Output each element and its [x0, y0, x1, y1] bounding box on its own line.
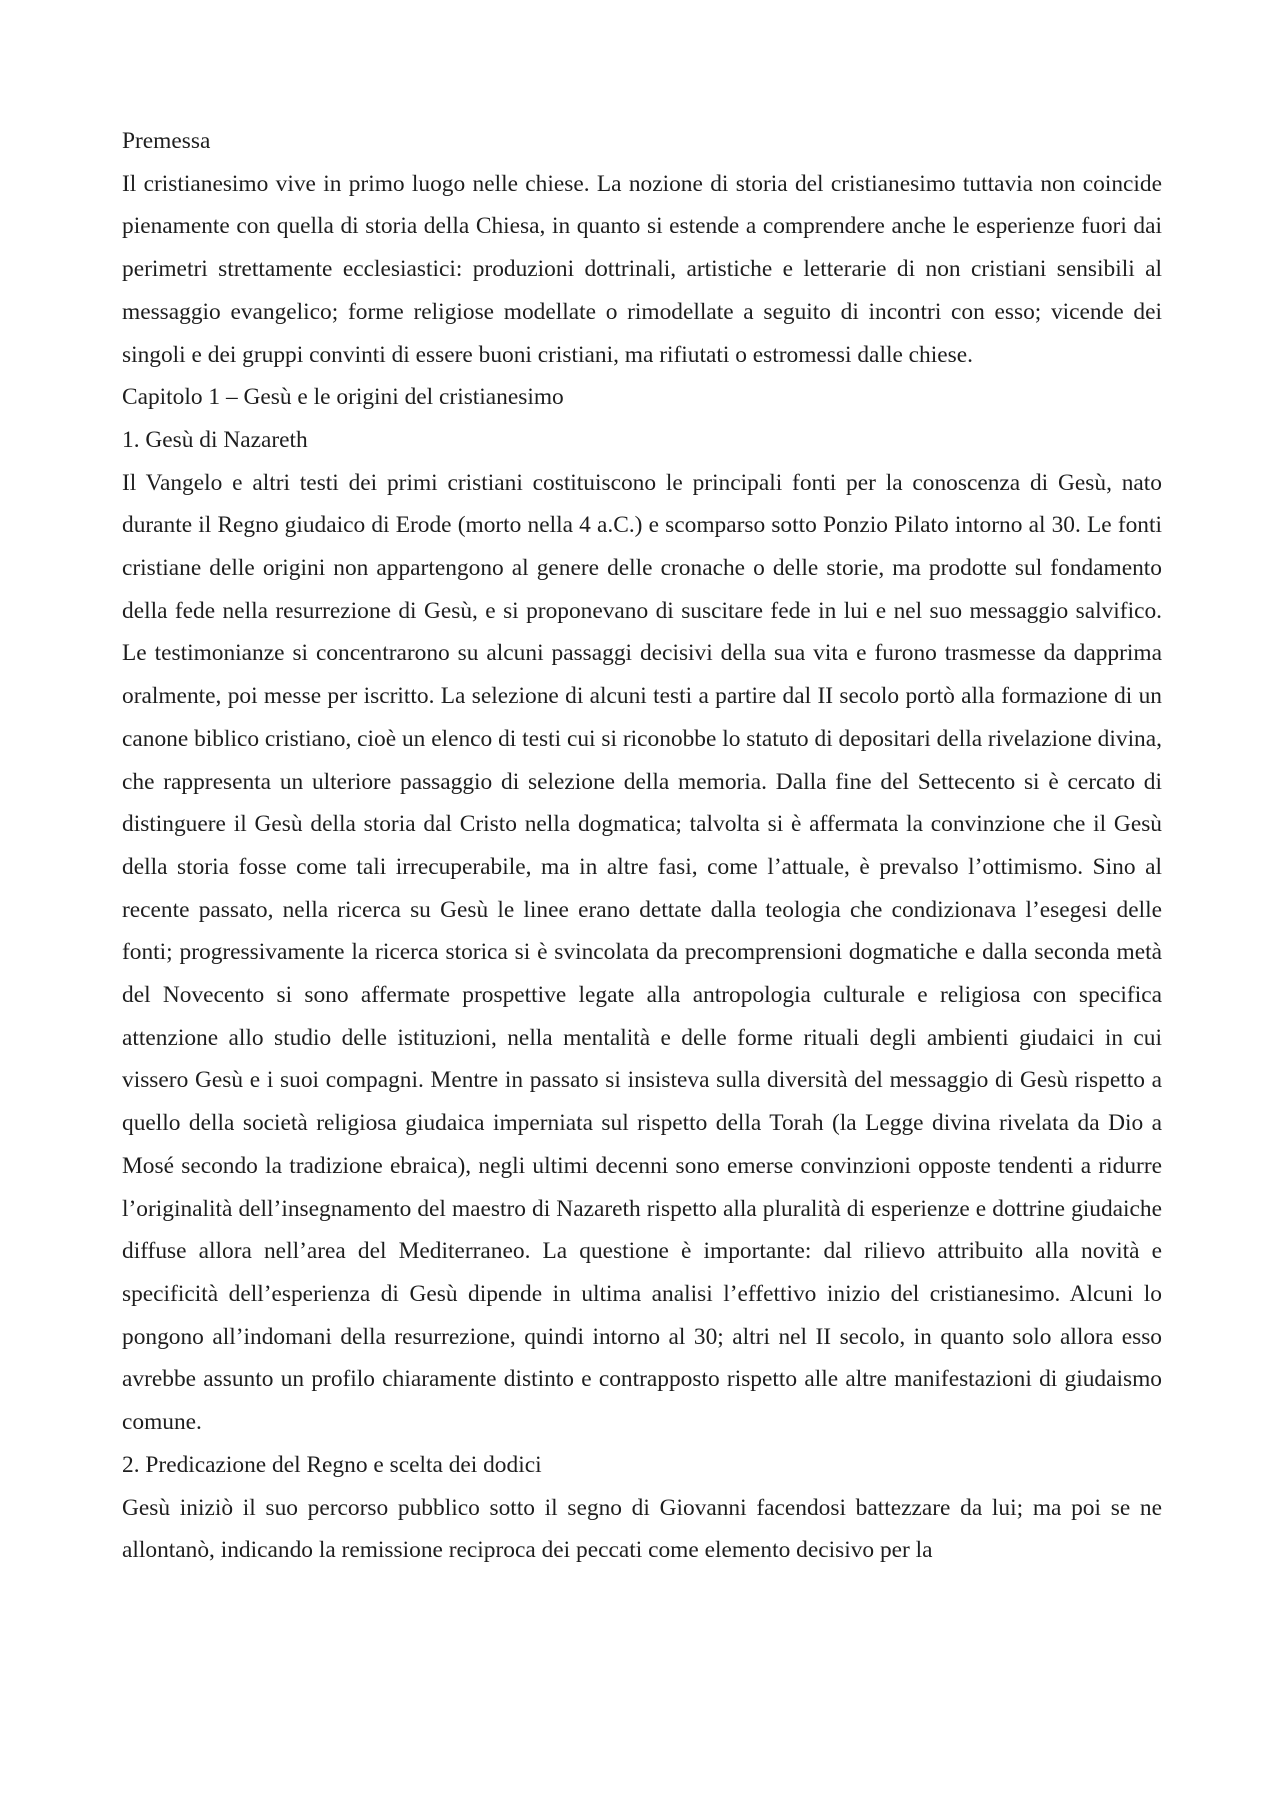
section-title-1: 1. Gesù di Nazareth [122, 426, 308, 453]
section-title-2: 2. Predicazione del Regno e scelta dei dodici [122, 1451, 542, 1478]
paragraph-section-2: Gesù iniziò il suo percorso pubblico sotto il segno di Giovanni facendosi battezzare da lui; ma poi se ne allontanò, indicando la remissione reciproca dei peccati come elemento decisivo per la [122, 1494, 1162, 1564]
paragraph-premessa: Il cristianesimo vive in primo luogo nelle chiese. La nozione di storia del cristianesimo tuttavia non coincide pienamente con quella di storia della Chiesa, in quanto si estende a comprendere anche le esperienze fuori dai perimetri strettamente ecclesiastici: produzioni dottrinali, artistiche e letterarie di non cristiani sensibili al messaggio evangelico; forme religiose modellate o rimodellate a seguito di incontri con esso; vicende dei singoli e dei gruppi convinti di essere buoni cristiani, ma rifiutati o estromessi dalle chiese. [122, 170, 1162, 368]
document-body [122, 120, 1162, 1572]
chapter-title: Capitolo 1 – Gesù e le origini del cristianesimo [122, 384, 564, 411]
paragraph-section-1: Il Vangelo e altri testi dei primi cristiani costituiscono le principali fonti per la conoscenza di Gesù, nato durante il Regno giudaico di Erode (morto nella 4 a.C.) e scomparso sotto Ponzio Pilato intorno al 30. Le fonti cristiane delle origini non appartengono al genere delle cronache o delle storie, ma prodotte sul fondamento della fede nella resurrezione di Gesù, e si proponevano di suscitare fede in lui e nel suo messaggio salvifico. Le testimonianze si concentrarono su alcuni passaggi decisivi della sua vita e furono trasmesse da dapprima oralmente, poi messe per iscritto. La selezione di alcuni testi a partire dal II secolo portò alla formazione di un canone biblico cristiano, cioè un elenco di testi cui si riconobbe lo statuto di depositari della rivelazione divina, che rappresenta un ulteriore passaggio di selezione della memoria. Dalla fine del Settecento si è cercato di distinguere il Gesù della storia dal Cristo nella dogmatica; talvolta si è affermata la convinzione che il Gesù della storia fosse come tali irrecuperabile, ma in altre fasi, come l’attuale, è prevalso l’ottimismo. Sino al recente passato, nella ricerca su Gesù le linee erano dettate dalla teologia che condizionava l’esegesi delle fonti; progressivamente la ricerca storica si è svincolata da precomprensioni dogmatiche e dalla seconda metà del Novecento si sono affermate prospettive legate alla antropologia culturale e religiosa con specifica attenzione allo studio delle istituzioni, nella mentalità e delle forme rituali degli ambienti giudaici in cui vissero Gesù e i suoi compagni. Mentre in passato si insisteva sulla diversità del messaggio di Gesù rispetto a quello della società religiosa giudaica imperniata sul rispetto della Torah (la Legge divina rivelata da Dio a Mosé secondo la tradizione ebraica), negli ultimi decenni sono emerse convinzioni opposte tendenti a ridurre l’originalità dell’insegnamento del maestro di Nazareth rispetto alla pluralità di esperienze e dottrine giudaiche diffuse allora nell’area del Mediterraneo. La questione è importante: dal rilievo attribuito alla novità e specificità dell’esperienza di Gesù dipende in ultima analisi l’effettivo inizio del cristianesimo. Alcuni lo pongono all’indomani della resurrezione, quindi intorno al 30; altri nel II secolo, in quanto solo allora esso avrebbe assunto un profilo chiaramente distinto e contrapposto rispetto alle altre manifestazioni di giudaismo comune. [122, 469, 1162, 1436]
heading-premessa: Premessa [122, 128, 211, 154]
